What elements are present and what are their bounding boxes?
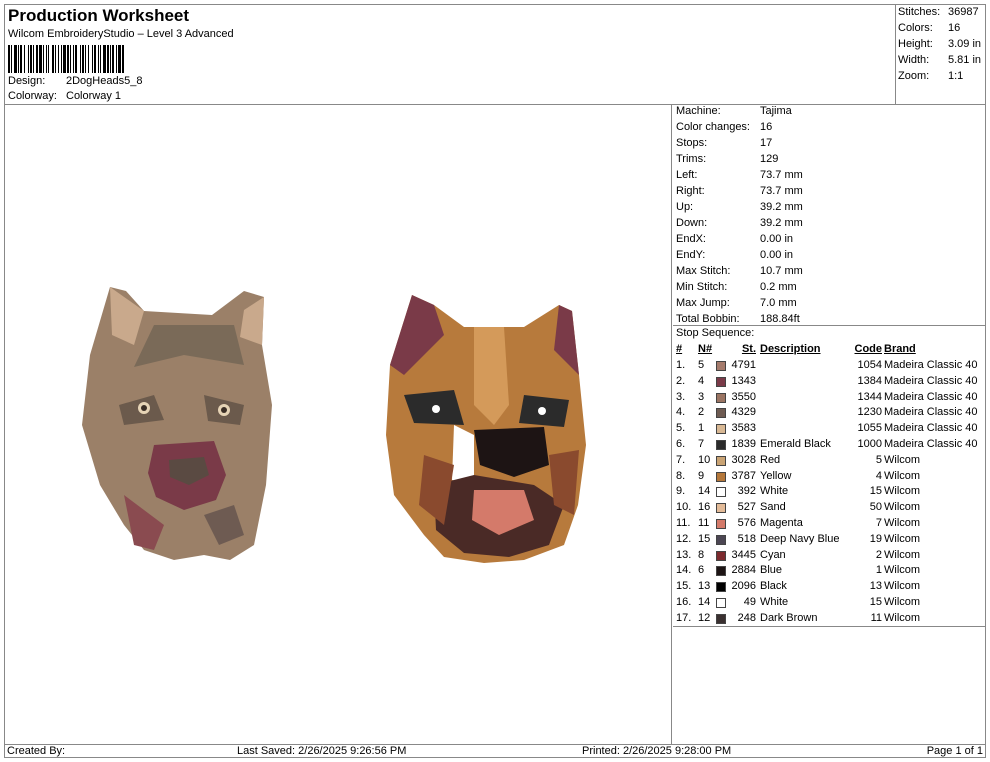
table-row [676, 406, 984, 422]
row-needle: 16 [698, 501, 711, 514]
row-code: 2 [875, 548, 882, 561]
row-stitches: 4791 [731, 359, 756, 371]
row-needle: 11 [698, 517, 710, 529]
row-description: White [760, 596, 789, 608]
barcode [8, 45, 186, 73]
row-brand: Madeira Classic 40 [884, 374, 978, 387]
row-code: 4 [875, 469, 882, 482]
row-brand: Madeira Classic 40 [884, 406, 978, 419]
row-code: 15 [869, 596, 882, 608]
last-saved: Last Saved: 2/26/2025 9:26:56 PM [237, 745, 407, 757]
row-description: Blue [760, 564, 783, 577]
colorway-row [8, 90, 121, 102]
col-code: Code [854, 343, 882, 355]
row-needle: 3 [698, 390, 705, 403]
row-index: 3. [676, 390, 686, 403]
info-right: Right: 73.7 mm [676, 185, 803, 197]
row-code: 1055 [857, 422, 882, 435]
info-endy: EndY: 0.00 in [676, 249, 794, 261]
thread-color-swatch [716, 393, 726, 403]
info-max-jump: Max Jump: 7.0 mm [676, 297, 797, 309]
left-dog-head [82, 287, 272, 560]
row-stitches: 248 [737, 611, 756, 624]
row-stitches: 4329 [731, 406, 756, 419]
row-stitches: 2884 [731, 564, 756, 577]
row-brand: Wilcom [884, 469, 921, 482]
printed-date: Printed: 2/26/2025 9:28:00 PM [582, 745, 732, 757]
row-stitches: 49 [743, 596, 756, 608]
row-code: 1054 [857, 359, 882, 371]
divider [673, 325, 986, 326]
row-description: Black [760, 580, 787, 593]
row-index: 7. [676, 453, 686, 466]
table-row [676, 517, 984, 533]
colorway-label: Colorway: [8, 90, 57, 102]
row-stitches: 3028 [731, 453, 756, 466]
row-code: 1 [875, 564, 882, 577]
table-row [676, 470, 984, 486]
row-brand: Madeira Classic 40 [884, 422, 978, 435]
info-min-stitch: Min Stitch: 0.2 mm [676, 281, 797, 293]
table-row [676, 533, 984, 549]
row-code: 5 [875, 453, 882, 466]
row-needle: 14 [698, 596, 711, 608]
row-stitches: 576 [737, 517, 756, 529]
table-row [676, 438, 984, 454]
info-stops: Stops: 17 [676, 137, 773, 149]
row-index: 10. [676, 501, 692, 514]
thread-color-swatch [716, 503, 726, 513]
row-code: 13 [869, 580, 882, 593]
table-row [676, 454, 984, 470]
thread-color-swatch [716, 377, 726, 387]
row-needle: 12 [698, 611, 711, 624]
summary-stitches: Stitches: 36987 [898, 6, 979, 18]
col-index: # [676, 343, 683, 355]
row-brand: Wilcom [884, 580, 921, 593]
info-trims: Trims: 129 [676, 153, 779, 165]
row-needle: 2 [698, 406, 705, 419]
row-needle: 14 [698, 485, 711, 498]
row-needle: 6 [698, 564, 705, 577]
thread-color-swatch [716, 598, 726, 608]
row-description: Yellow [760, 469, 792, 482]
row-code: 1384 [857, 374, 882, 387]
table-row [676, 564, 984, 580]
row-index: 9. [676, 485, 686, 498]
thread-color-swatch [716, 535, 726, 545]
row-brand: Wilcom [884, 485, 921, 498]
table-row [676, 596, 984, 612]
row-stitches: 518 [737, 532, 756, 545]
row-description: Red [760, 453, 781, 466]
row-code: 1000 [857, 438, 882, 450]
info-endx: EndX: 0.00 in [676, 233, 794, 245]
row-stitches: 1839 [731, 438, 756, 450]
row-stitches: 392 [737, 485, 756, 498]
col-description: Description [760, 343, 821, 355]
table-row [676, 359, 984, 375]
row-code: 1230 [857, 406, 882, 419]
row-needle: 1 [698, 422, 705, 435]
row-brand: Wilcom [884, 596, 921, 608]
page-title: Production Worksheet [8, 6, 190, 25]
software-subtitle: Wilcom EmbroideryStudio – Level 3 Advanced [8, 28, 234, 40]
row-brand: Wilcom [884, 548, 921, 561]
row-code: 1344 [857, 390, 882, 403]
row-needle: 15 [698, 532, 711, 545]
row-index: 14. [676, 564, 692, 577]
worksheet-footer [4, 744, 986, 758]
row-description: Sand [760, 501, 786, 514]
colorway-value: Colorway 1 [66, 90, 122, 102]
row-code: 15 [869, 485, 882, 498]
thread-color-swatch [716, 440, 726, 450]
row-stitches: 3787 [731, 469, 756, 482]
row-brand: Wilcom [884, 501, 921, 514]
right-dog-head [386, 295, 586, 563]
info-up: Up: 39.2 mm [676, 201, 803, 213]
row-brand: Madeira Classic 40 [884, 438, 978, 450]
info-total-bobbin: Total Bobbin: 188.84ft [676, 313, 800, 325]
row-brand: Madeira Classic 40 [884, 390, 978, 403]
divider [673, 626, 986, 627]
thread-color-swatch [716, 408, 726, 418]
info-machine: Machine: Tajima [676, 105, 792, 117]
row-code: 19 [869, 532, 882, 545]
thread-color-swatch [716, 472, 726, 482]
row-needle: 5 [698, 359, 705, 371]
row-index: 15. [676, 580, 692, 593]
embroidery-preview-image [4, 105, 672, 744]
row-brand: Wilcom [884, 532, 921, 545]
table-row [676, 501, 984, 517]
thread-color-swatch [716, 519, 726, 529]
design-summary [896, 4, 986, 105]
row-code: 11 [870, 611, 882, 624]
row-needle: 10 [698, 453, 711, 466]
row-index: 11. [676, 517, 691, 529]
row-stitches: 1343 [731, 374, 756, 387]
row-stitches: 3445 [731, 548, 756, 561]
barcode-bar [122, 45, 124, 73]
col-needle: N# [698, 343, 713, 355]
summary-width: Width: 5.81 in [898, 54, 982, 66]
thread-color-swatch [716, 424, 726, 434]
summary-colors: Colors: 16 [898, 22, 961, 34]
created-by: Created By: [7, 745, 66, 757]
summary-zoom: Zoom: 1:1 [898, 70, 964, 82]
info-max-stitch: Max Stitch: 10.7 mm [676, 265, 803, 277]
design-row [8, 75, 142, 87]
row-description: Emerald Black [760, 438, 831, 450]
row-description: Dark Brown [760, 611, 818, 624]
row-description: Deep Navy Blue [760, 532, 840, 545]
summary-height: Height: 3.09 in [898, 38, 982, 50]
row-needle: 8 [698, 548, 705, 561]
table-row [676, 485, 984, 501]
row-brand: Wilcom [884, 611, 921, 624]
row-index: 5. [676, 422, 686, 435]
row-description: Magenta [760, 517, 803, 529]
table-row [676, 391, 984, 407]
row-index: 17. [676, 611, 692, 624]
info-left: Left: 73.7 mm [676, 169, 803, 181]
stop-sequence-title: Stop Sequence: [676, 327, 755, 339]
row-code: 7 [875, 517, 882, 529]
row-stitches: 3583 [731, 422, 756, 435]
col-brand: Brand [884, 343, 916, 355]
row-brand: Madeira Classic 40 [884, 359, 978, 371]
thread-color-swatch [716, 487, 726, 497]
row-needle: 4 [698, 374, 705, 387]
thread-color-swatch [716, 566, 726, 576]
table-row [676, 580, 984, 596]
row-index: 6. [676, 438, 686, 450]
row-needle: 9 [698, 469, 705, 482]
info-down: Down: 39.2 mm [676, 217, 803, 229]
row-description: Cyan [760, 548, 786, 561]
table-row [676, 549, 984, 565]
row-index: 8. [676, 469, 686, 482]
row-index: 16. [676, 596, 692, 608]
table-row [676, 422, 984, 438]
worksheet-header [4, 4, 896, 105]
thread-color-swatch [716, 551, 726, 561]
thread-color-swatch [716, 582, 726, 592]
info-color-changes: Color changes: 16 [676, 121, 773, 133]
page-number: Page 1 of 1 [926, 745, 983, 757]
stop-sequence-header [676, 343, 984, 359]
row-index: 13. [676, 548, 692, 561]
row-stitches: 3550 [731, 390, 756, 403]
row-stitches: 2096 [731, 580, 756, 593]
row-index: 1. [676, 359, 686, 371]
row-index: 4. [676, 406, 686, 419]
row-brand: Wilcom [884, 453, 921, 466]
row-brand: Wilcom [884, 517, 921, 529]
row-index: 12. [676, 532, 692, 545]
row-index: 2. [676, 374, 686, 387]
row-needle: 7 [698, 438, 705, 450]
thread-color-swatch [716, 456, 726, 466]
col-stitches: St. [741, 343, 756, 355]
row-code: 50 [869, 501, 882, 514]
row-needle: 13 [698, 580, 711, 593]
row-brand: Wilcom [884, 564, 921, 577]
table-row [676, 375, 984, 391]
row-description: White [760, 485, 789, 498]
design-preview [4, 105, 672, 744]
design-label: Design: [8, 75, 46, 87]
row-stitches: 527 [737, 501, 756, 514]
design-value: 2DogHeads5_8 [66, 75, 143, 87]
thread-color-swatch [716, 614, 726, 624]
thread-color-swatch [716, 361, 726, 371]
